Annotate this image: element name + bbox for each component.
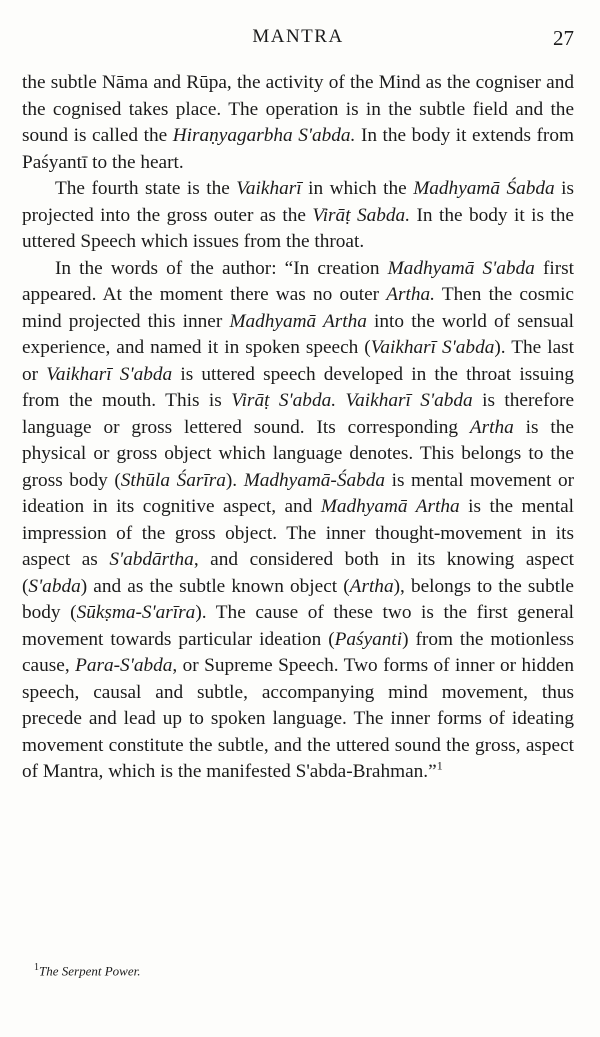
italic-term: S'abdārtha xyxy=(109,549,194,570)
footnote-marker: 1 xyxy=(34,962,39,973)
text-run: the subtle Nāma and Rūpa, the activity of the Mind as the cogniser and the cognised takes place. The operation is in the subtle field and the sound is called the xyxy=(22,72,574,146)
text-run: , or Supreme Speech. Two forms of inner or hidden speech, causal and subtle, accompanying mind movement, thus precede and lead up to spoken language. The inner forms of ideating movement constitute the subtle, and the uttered sound the gross, aspect of Mantra, which is the manifested S'abda-Brahman.” xyxy=(22,655,574,782)
footnote-text: The Serpent Power. xyxy=(39,963,141,979)
text-run: ). The cause of these two is the first general movement towards particular ideation ( xyxy=(22,602,574,650)
italic-term: Hiraṇyagarbha S'abda. xyxy=(172,125,356,146)
body-text xyxy=(22,70,574,786)
italic-term: Sūkṣma-S'arīra xyxy=(76,602,196,623)
italic-term: Vaikharī S'abda xyxy=(46,363,173,385)
footnote xyxy=(34,962,574,979)
text-run: into the world of sensual experience, and named it in spoken speech ( xyxy=(22,310,574,358)
text-run: In the body it is the uttered Speech which issues from the throat. xyxy=(22,204,574,252)
text-run: ), belongs to the subtle body ( xyxy=(22,575,574,623)
italic-term: Vaikharī S'abda xyxy=(370,337,495,358)
text-run: Then the cosmic mind projected this inner xyxy=(22,284,574,332)
text-run: is uttered speech developed in the throat issuing from the mouth. This is xyxy=(22,363,574,411)
text-run: is therefore language or gross lettered sound. Its corresponding xyxy=(22,390,574,438)
text-run: The fourth state is the xyxy=(55,178,237,199)
page-number: 27 xyxy=(553,26,574,50)
text-run: ) and as the subtle known object ( xyxy=(80,575,350,597)
text-run: In the words of the author: “In creation xyxy=(55,257,388,279)
italic-term: Virāṭ Sabda. xyxy=(312,204,411,226)
italic-term: Para-S'abda xyxy=(75,655,173,676)
italic-term: Madhyamā-Śabda xyxy=(243,469,386,491)
italic-term: Artha. xyxy=(386,284,435,305)
text-run: , and considered both in its knowing aspect ( xyxy=(22,549,574,597)
italic-term: Virāṭ S'abda. Vaikharī S'abda xyxy=(231,390,473,411)
text-run: is the physical or gross object which language denotes. This belongs to the gross body ( xyxy=(22,416,574,491)
text-run: is mental movement or ideation in its cognitive aspect, and xyxy=(22,469,575,517)
italic-term: Madhyamā Śabda xyxy=(413,178,555,199)
italic-term: Artha xyxy=(349,575,394,597)
text-run: in which the xyxy=(301,178,414,199)
running-title: MANTRA xyxy=(252,26,344,47)
text-run: is projected into the gross outer as the xyxy=(22,178,574,226)
italic-term: Madhyamā S'abda xyxy=(387,257,535,279)
text-run: ). xyxy=(225,469,244,491)
italic-term: Sthūla Śarīra xyxy=(120,469,226,491)
italic-term: Artha xyxy=(469,416,514,438)
text-run: is the mental impression of the gross object. The inner thought-movement in its aspect as xyxy=(22,496,574,570)
paragraph-3 xyxy=(22,256,574,786)
italic-term: Madhyamā Artha xyxy=(320,496,460,517)
running-header xyxy=(22,26,574,52)
text-run: In the body it extends from Paśyantī to the heart. xyxy=(22,125,574,173)
text-run: first appeared. At the moment there was no outer xyxy=(22,257,575,305)
text-run: ) from the motionless cause, xyxy=(22,628,574,676)
italic-term: Paśyanti xyxy=(334,628,403,650)
italic-term: Madhyamā Artha xyxy=(229,310,367,332)
footnote-reference: 1 xyxy=(436,758,443,773)
paragraph-1 xyxy=(22,70,574,176)
paragraph-2 xyxy=(22,176,574,256)
text-run: ). The last or xyxy=(22,337,574,385)
italic-term: Vaikharī xyxy=(236,178,302,199)
italic-term: S'abda xyxy=(28,575,81,597)
